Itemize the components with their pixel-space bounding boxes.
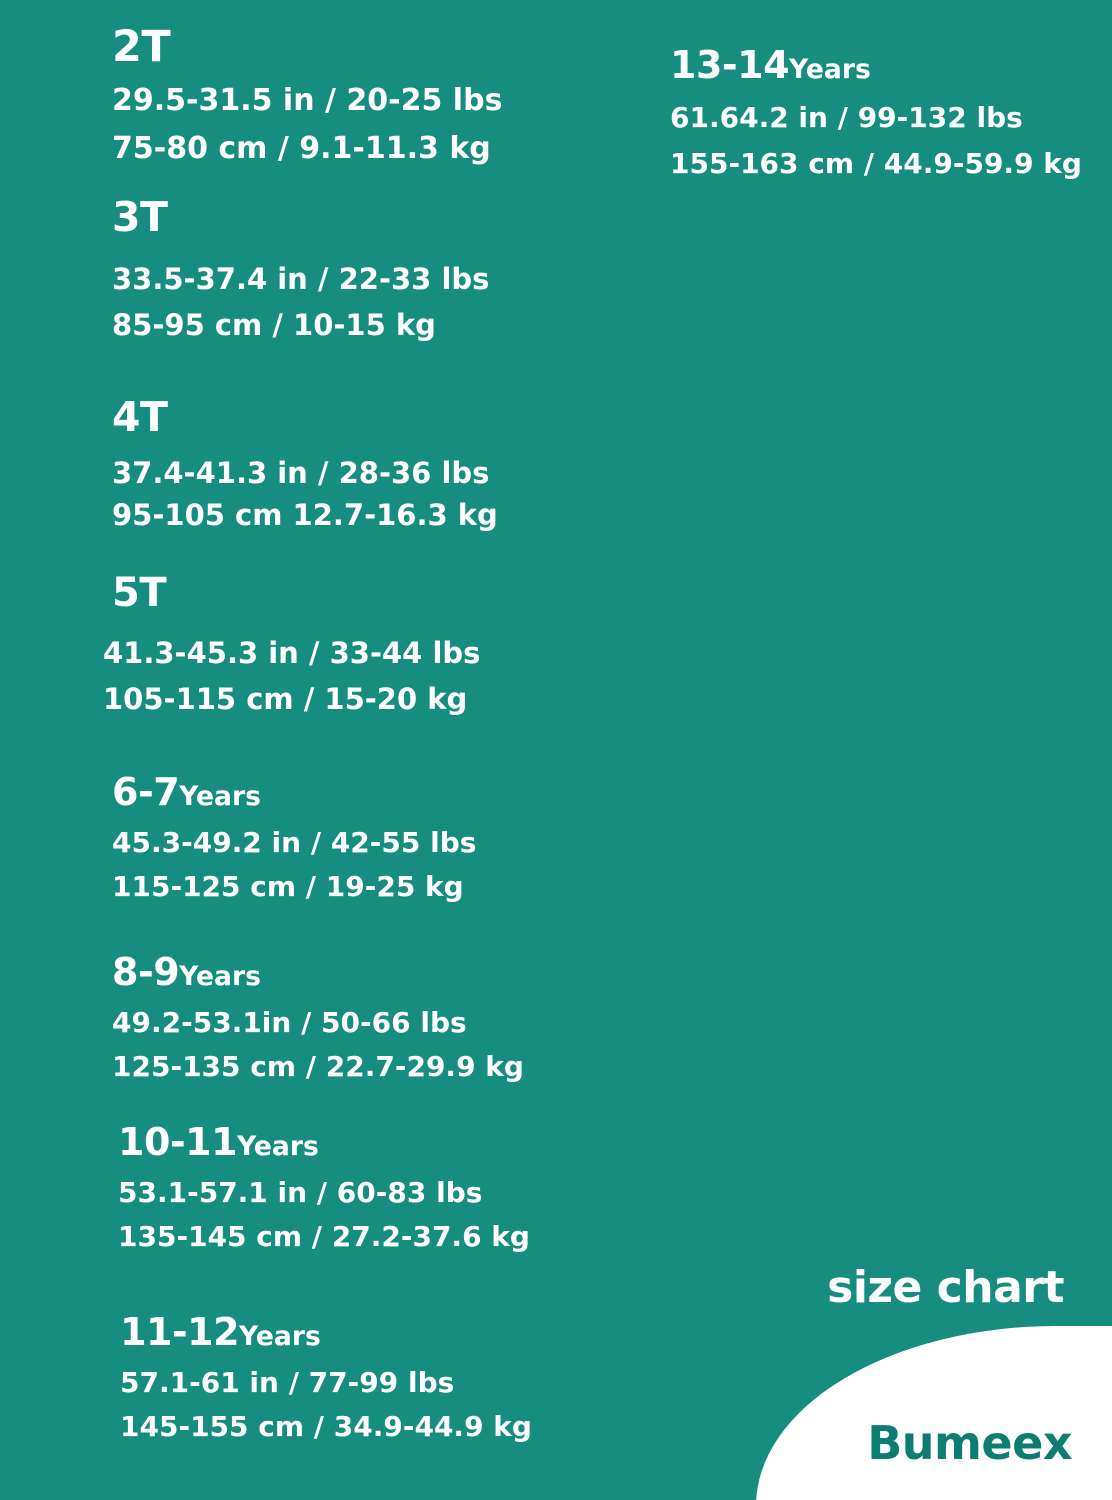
size-entry-label bbox=[112, 568, 480, 622]
size-entry-imperial: 57.1-61 in / 77-99 lbs bbox=[120, 1366, 455, 1399]
size-entry-5t bbox=[103, 568, 480, 722]
size-entry-imperial: 37.4-41.3 in / 28-36 lbs bbox=[112, 456, 490, 490]
size-entry-size: 3T bbox=[112, 193, 168, 241]
size-entry-metric: 155-163 cm / 44.9-59.9 kg bbox=[670, 147, 1082, 180]
size-entry-unit: Years bbox=[179, 961, 261, 992]
size-entry-label bbox=[120, 1308, 532, 1361]
size-entry-2t bbox=[112, 22, 502, 173]
size-entry-unit: Years bbox=[179, 781, 261, 812]
size-entry-metric: 135-145 cm / 27.2-37.6 kg bbox=[118, 1220, 530, 1253]
size-entry-metric: 115-125 cm / 19-25 kg bbox=[112, 870, 464, 903]
size-entry-metric: 85-95 cm / 10-15 kg bbox=[112, 308, 436, 342]
size-entry-10-11-years bbox=[118, 1118, 530, 1259]
size-entry-label bbox=[670, 40, 1082, 95]
size-entry-size: 6-7 bbox=[112, 770, 180, 814]
size-entry-imperial: 61.64.2 in / 99-132 lbs bbox=[670, 101, 1023, 134]
size-entry-unit: Years bbox=[789, 54, 871, 85]
size-entry-size: 8-9 bbox=[112, 950, 180, 994]
size-entry-size: 11-12 bbox=[120, 1310, 240, 1354]
corner-swoosh-decoration bbox=[756, 1326, 1112, 1500]
size-entry-imperial: 41.3-45.3 in / 33-44 lbs bbox=[103, 636, 481, 670]
size-entry-unit: Years bbox=[237, 1131, 319, 1162]
size-entry-imperial: 29.5-31.5 in / 20-25 lbs bbox=[112, 83, 503, 118]
size-entry-8-9-years bbox=[112, 948, 524, 1089]
size-entry-size: 4T bbox=[112, 393, 168, 441]
size-entry-metric: 75-80 cm / 9.1-11.3 kg bbox=[112, 131, 491, 166]
size-entry-size: 5T bbox=[112, 570, 167, 616]
brand-logo-text: Bumeex bbox=[867, 1416, 1072, 1470]
size-entry-label bbox=[112, 192, 489, 246]
size-entry-imperial: 49.2-53.1in / 50-66 lbs bbox=[112, 1006, 467, 1039]
size-entry-unit: Years bbox=[239, 1321, 321, 1352]
size-entry-imperial: 33.5-37.4 in / 22-33 lbs bbox=[112, 262, 490, 296]
size-entry-label bbox=[112, 948, 524, 1001]
size-entry-metric: 125-135 cm / 22.7-29.9 kg bbox=[112, 1050, 524, 1083]
size-entry-metric: 105-115 cm / 15-20 kg bbox=[103, 682, 468, 716]
size-entry-3t bbox=[112, 192, 489, 348]
chart-title: size chart bbox=[827, 1262, 1064, 1313]
size-entry-metric: 145-155 cm / 34.9-44.9 kg bbox=[120, 1410, 532, 1443]
size-entry-11-12-years bbox=[120, 1308, 532, 1449]
size-entry-size: 10-11 bbox=[118, 1120, 238, 1164]
size-entry-label bbox=[112, 392, 498, 446]
size-entry-label bbox=[118, 1118, 530, 1171]
size-entry-imperial: 53.1-57.1 in / 60-83 lbs bbox=[118, 1176, 483, 1209]
size-entry-label bbox=[112, 768, 476, 821]
size-entry-size: 13-14 bbox=[670, 43, 790, 87]
size-entry-imperial: 45.3-49.2 in / 42-55 lbs bbox=[112, 826, 477, 859]
size-entry-4t bbox=[112, 392, 498, 536]
size-entry-13-14-years bbox=[670, 40, 1082, 187]
size-entry-size: 2T bbox=[112, 22, 171, 72]
size-entry-6-7-years bbox=[112, 768, 476, 909]
size-entry-label bbox=[112, 22, 502, 77]
size-entry-metric: 95-105 cm 12.7-16.3 kg bbox=[112, 498, 498, 532]
